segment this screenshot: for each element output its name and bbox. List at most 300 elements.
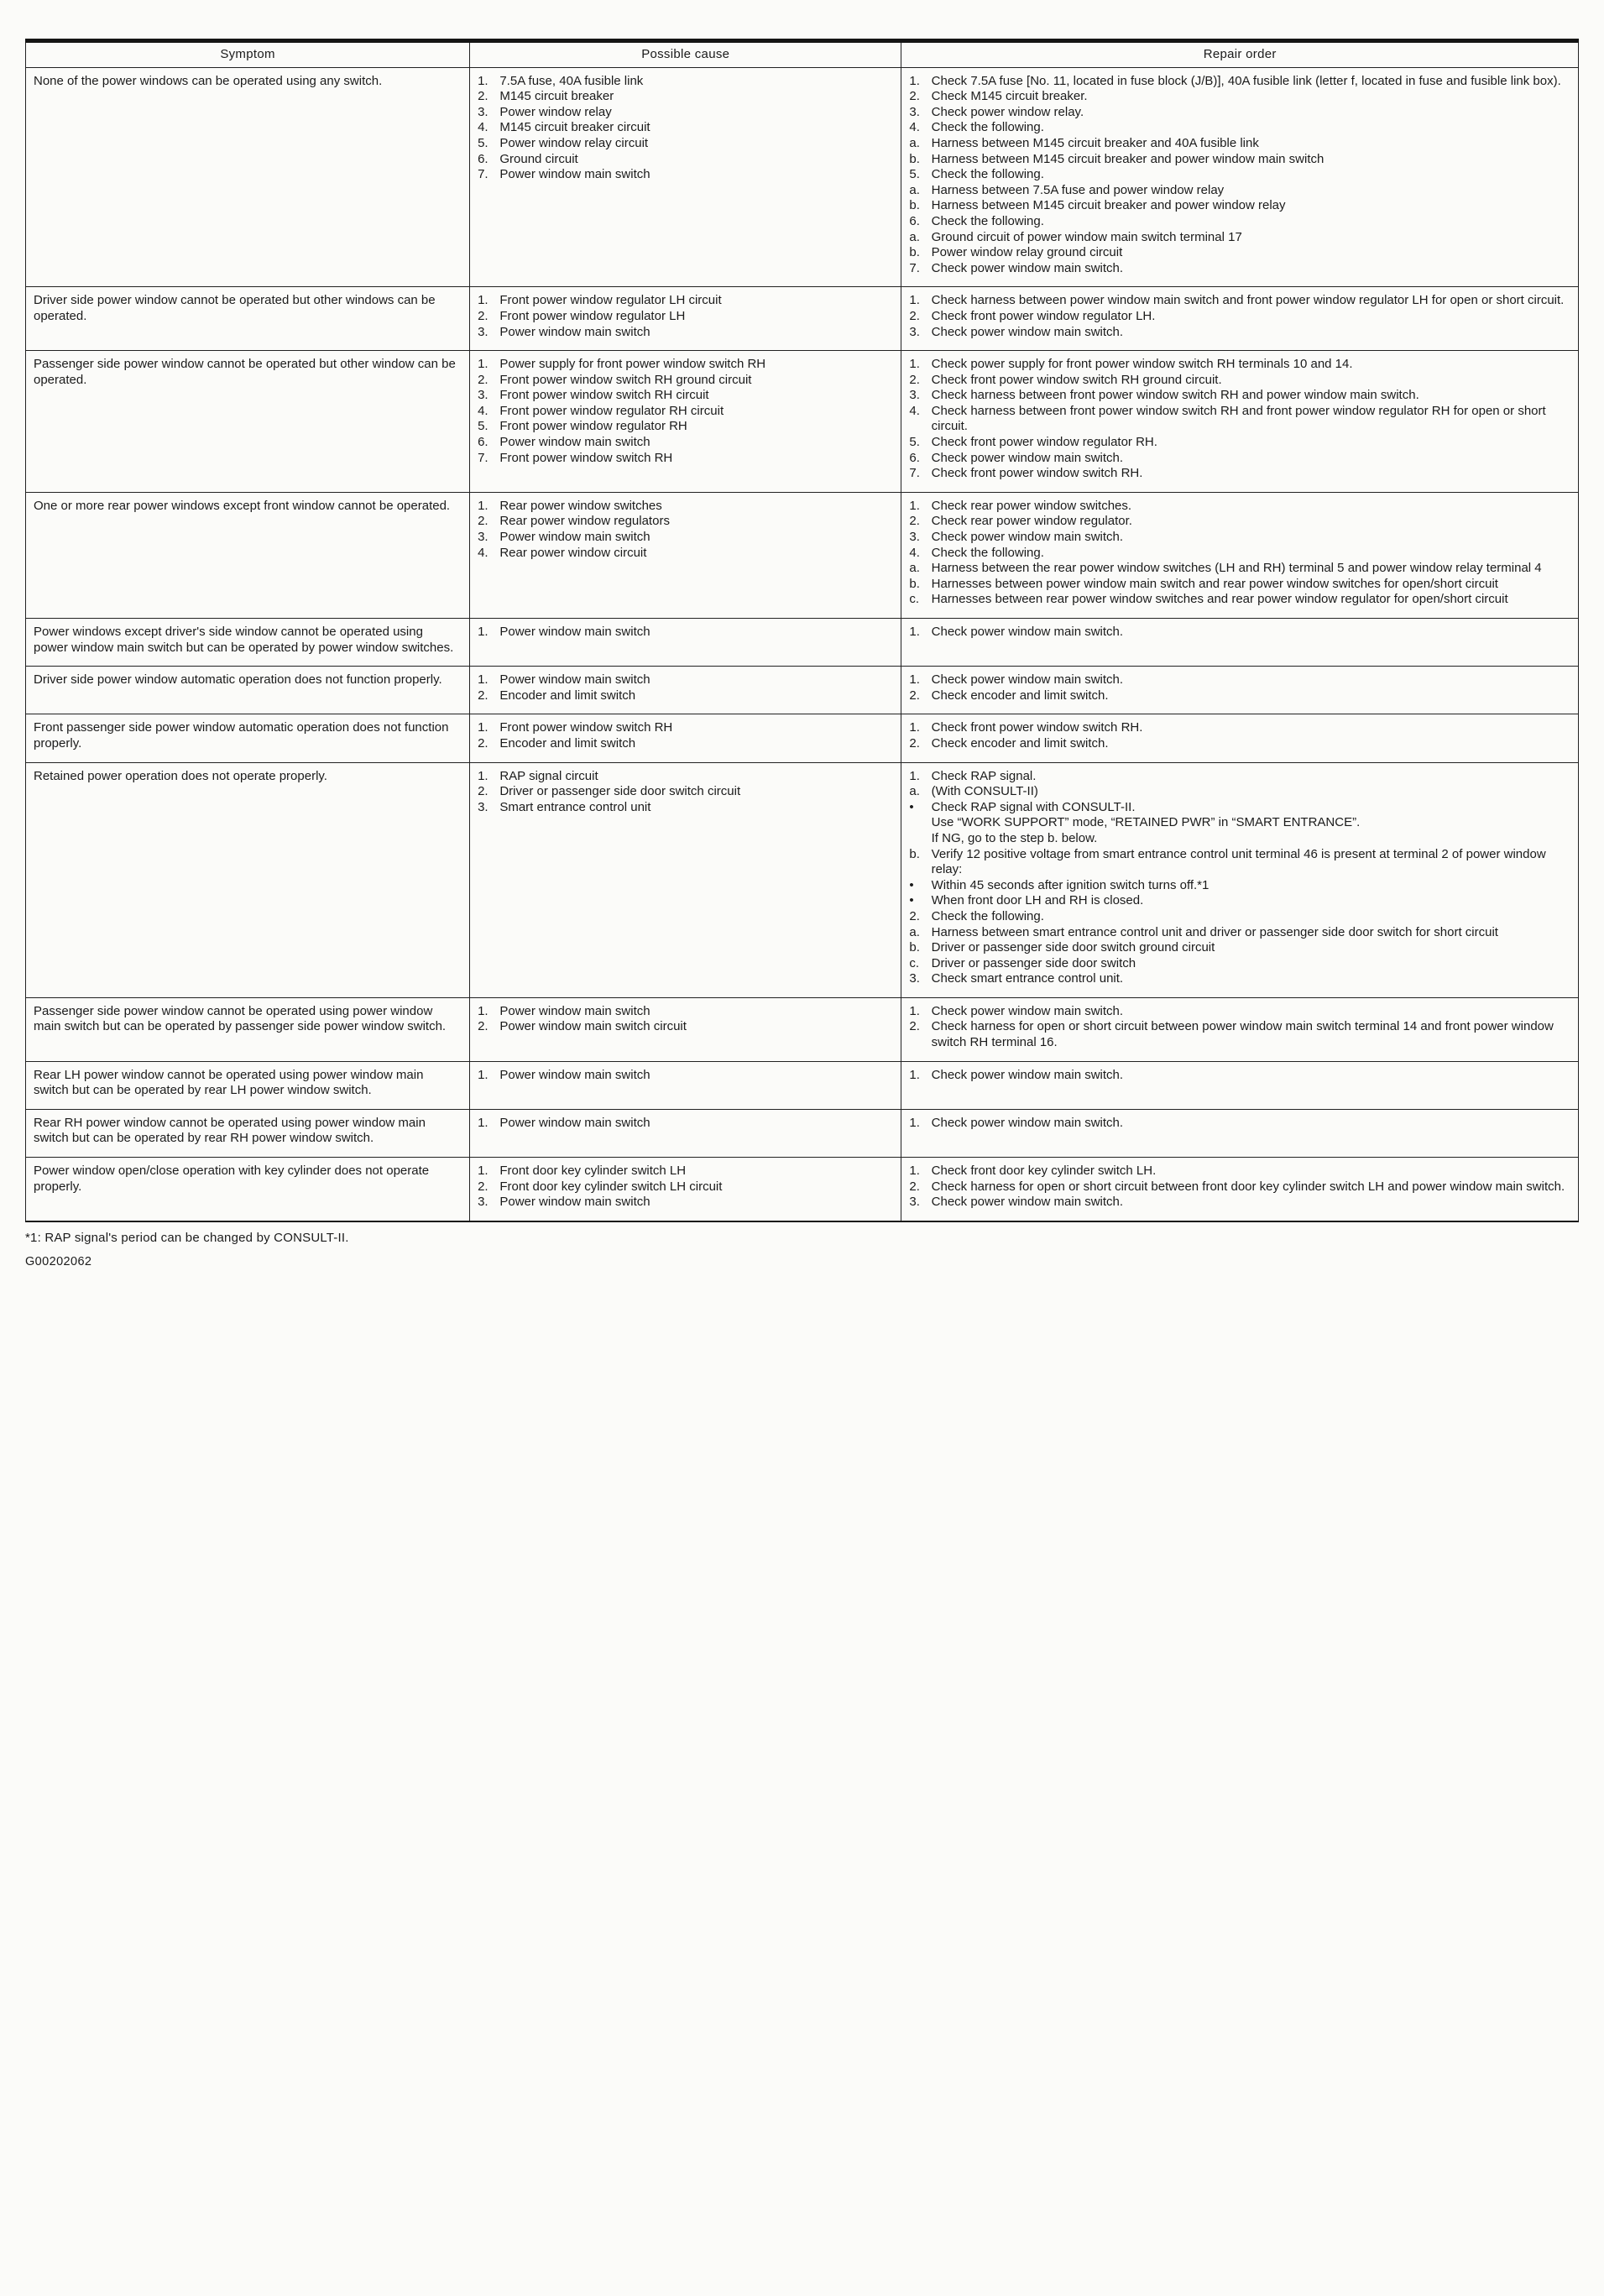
list-item bbox=[478, 89, 893, 105]
list-item bbox=[909, 435, 1570, 451]
item-text: Power window relay bbox=[499, 104, 612, 119]
possible-cause-cell bbox=[470, 351, 901, 493]
item-text: Check harness between front power window switch RH and front power window regulator RH for open or short circuit. bbox=[931, 403, 1546, 434]
item-text: Harness between M145 circuit breaker and 40A fusible link bbox=[931, 135, 1259, 150]
list-item bbox=[478, 672, 893, 688]
symptom-cell bbox=[26, 67, 470, 287]
symptom-cell bbox=[26, 492, 470, 618]
item-marker: 1. bbox=[478, 498, 489, 513]
item-text: Check the following. bbox=[931, 120, 1044, 135]
symptom-cell bbox=[26, 714, 470, 762]
item-text: Driver or passenger side door switch ground circuit bbox=[931, 940, 1215, 955]
item-marker: 2. bbox=[909, 1179, 920, 1194]
item-marker: a. bbox=[909, 182, 920, 197]
symptom-text: Driver side power window cannot be operated but other windows can be operated. bbox=[34, 293, 436, 323]
item-marker: 7. bbox=[909, 260, 920, 275]
list-item bbox=[909, 800, 1570, 816]
repair-order-cell bbox=[901, 287, 1579, 351]
item-marker: 3. bbox=[478, 1195, 489, 1210]
repair-order-cell bbox=[901, 667, 1579, 714]
item-text: Driver or passenger side door switch circuit bbox=[499, 784, 741, 799]
list-item bbox=[909, 245, 1570, 261]
header-possible-cause: Possible cause bbox=[470, 41, 901, 68]
symptom-text: One or more rear power windows except front window cannot be operated. bbox=[34, 498, 451, 513]
item-text: M145 circuit breaker bbox=[499, 89, 614, 104]
item-text: Check harness for open or short circuit between front door key cylinder switch LH and power window main switch. bbox=[931, 1179, 1565, 1194]
item-marker: 1. bbox=[478, 1003, 489, 1018]
item-text: Harness between M145 circuit breaker and power window relay bbox=[931, 198, 1286, 213]
item-marker: 4. bbox=[478, 403, 489, 418]
item-text: Check power window main switch. bbox=[931, 1115, 1124, 1130]
list-item bbox=[478, 357, 893, 373]
item-text: Front power window switch RH bbox=[499, 720, 673, 735]
item-marker: 3. bbox=[909, 971, 920, 986]
item-text: Check M145 circuit breaker. bbox=[931, 89, 1088, 104]
list-item bbox=[478, 152, 893, 168]
list-item bbox=[478, 404, 893, 420]
item-marker: 2. bbox=[478, 784, 489, 799]
repair-order-cell bbox=[901, 1061, 1579, 1109]
repair-order-cell bbox=[901, 997, 1579, 1061]
list-item bbox=[909, 720, 1570, 736]
item-text: Check power window main switch. bbox=[931, 625, 1124, 639]
item-text: Power window main switch bbox=[499, 1003, 650, 1018]
symptom-cell bbox=[26, 762, 470, 997]
item-text: Check rear power window switches. bbox=[931, 498, 1132, 513]
list-item bbox=[909, 1004, 1570, 1020]
possible-cause-cell bbox=[470, 67, 901, 287]
item-text: Check power window relay. bbox=[931, 104, 1084, 119]
item-text: Check front power window switch RH. bbox=[931, 466, 1143, 481]
item-text: Check power window main switch. bbox=[931, 672, 1124, 688]
item-marker: 1. bbox=[909, 1115, 920, 1130]
list-item bbox=[909, 561, 1570, 577]
item-text: Power supply for front power window switch RH bbox=[499, 357, 766, 372]
symptom-cell bbox=[26, 1158, 470, 1221]
item-text: Check harness between front power window switch RH and power window main switch. bbox=[931, 388, 1419, 403]
list-item bbox=[909, 546, 1570, 562]
list-item bbox=[909, 815, 1570, 831]
item-marker: 5. bbox=[909, 167, 920, 182]
item-marker: 1. bbox=[478, 672, 489, 688]
item-text: Check the following. bbox=[931, 213, 1044, 228]
symptom-cell bbox=[26, 997, 470, 1061]
item-marker: • bbox=[909, 893, 914, 908]
item-text: Check RAP signal with CONSULT-II. bbox=[931, 799, 1136, 814]
symptom-table-body bbox=[26, 67, 1579, 1221]
list-item bbox=[909, 404, 1570, 435]
list-item bbox=[909, 1116, 1570, 1132]
list-item bbox=[909, 925, 1570, 941]
list-item bbox=[478, 373, 893, 389]
symptom-troubleshooting-table bbox=[25, 39, 1579, 1222]
possible-cause-cell bbox=[470, 1158, 901, 1221]
item-marker: 4. bbox=[909, 403, 920, 418]
item-text: Rear power window circuit bbox=[499, 545, 647, 560]
list-item bbox=[909, 577, 1570, 593]
item-marker: 2. bbox=[478, 308, 489, 323]
item-text: Power window relay ground circuit bbox=[931, 245, 1123, 260]
list-item bbox=[909, 592, 1570, 608]
item-text: Use “WORK SUPPORT” mode, “RETAINED PWR” in “SMART ENTRANCE”. bbox=[931, 815, 1361, 830]
item-text: Check power window main switch. bbox=[931, 324, 1124, 339]
item-marker: a. bbox=[909, 924, 920, 939]
item-marker: 3. bbox=[909, 1195, 920, 1210]
item-marker: 2. bbox=[478, 1019, 489, 1034]
item-marker: a. bbox=[909, 784, 920, 799]
symptom-text: Passenger side power window cannot be operated using power window main switch but can be operated by passenger side power window switch. bbox=[34, 1003, 447, 1034]
item-marker: 1. bbox=[909, 720, 920, 735]
repair-order-cell bbox=[901, 762, 1579, 997]
symptom-text: None of the power windows can be operated using any switch. bbox=[34, 73, 383, 88]
possible-cause-cell bbox=[470, 619, 901, 667]
possible-cause-cell bbox=[470, 1109, 901, 1157]
list-item bbox=[909, 451, 1570, 467]
symptom-cell bbox=[26, 1061, 470, 1109]
item-text: Check RAP signal. bbox=[931, 768, 1037, 783]
item-marker: 1. bbox=[478, 73, 489, 88]
header-repair-order: Repair order bbox=[901, 41, 1579, 68]
list-item bbox=[909, 736, 1570, 752]
item-text: Front door key cylinder switch LH circuit bbox=[499, 1179, 723, 1194]
list-item bbox=[909, 956, 1570, 972]
item-marker: 1. bbox=[478, 1115, 489, 1130]
item-text: Power window main switch bbox=[499, 1067, 650, 1082]
symptom-cell bbox=[26, 287, 470, 351]
item-marker: 6. bbox=[478, 151, 489, 166]
item-marker: 1. bbox=[478, 768, 489, 783]
list-item bbox=[909, 893, 1570, 909]
item-text: Check harness between power window main switch and front power window regulator LH for open or short circuit. bbox=[931, 293, 1565, 308]
item-marker: • bbox=[909, 799, 914, 814]
list-item bbox=[478, 546, 893, 562]
item-text: Front power window regulator RH circuit bbox=[499, 403, 724, 418]
item-marker: 1. bbox=[909, 293, 920, 308]
item-text: Check the following. bbox=[931, 167, 1044, 182]
item-text: Check the following. bbox=[931, 908, 1044, 923]
repair-order-cell bbox=[901, 1109, 1579, 1157]
item-marker: c. bbox=[909, 592, 920, 607]
item-text: Harness between smart entrance control unit and driver or passenger side door switch for short circuit bbox=[931, 924, 1498, 939]
list-item bbox=[478, 325, 893, 341]
item-marker: 2. bbox=[909, 372, 920, 387]
item-marker: 1. bbox=[478, 293, 489, 308]
list-item bbox=[909, 198, 1570, 214]
item-marker: 1. bbox=[478, 1067, 489, 1082]
list-item bbox=[478, 1179, 893, 1195]
item-text: Front power window regulator LH bbox=[499, 308, 686, 323]
item-marker: c. bbox=[909, 955, 920, 970]
table-row bbox=[26, 287, 1579, 351]
item-text: Harness between the rear power window switches (LH and RH) terminal 5 and power window relay terminal 4 bbox=[931, 561, 1542, 576]
item-marker: 1. bbox=[909, 1164, 920, 1179]
list-item bbox=[478, 1164, 893, 1179]
item-text: (With CONSULT-II) bbox=[931, 784, 1038, 799]
item-text: Encoder and limit switch bbox=[499, 688, 636, 703]
list-item bbox=[478, 720, 893, 736]
item-marker: a. bbox=[909, 135, 920, 150]
item-marker: 1. bbox=[478, 1164, 489, 1179]
list-item bbox=[478, 388, 893, 404]
item-marker: 7. bbox=[478, 167, 489, 182]
table-row bbox=[26, 997, 1579, 1061]
item-marker: 2. bbox=[478, 735, 489, 751]
list-item bbox=[909, 784, 1570, 800]
item-text: Check front power window regulator RH. bbox=[931, 435, 1157, 450]
item-marker: 2. bbox=[909, 89, 920, 104]
list-item bbox=[909, 847, 1570, 878]
table-row bbox=[26, 351, 1579, 493]
item-marker: 1. bbox=[909, 1067, 920, 1082]
item-text: Power window main switch circuit bbox=[499, 1019, 687, 1034]
item-text: Check encoder and limit switch. bbox=[931, 688, 1109, 703]
item-text: Front power window switch RH ground circuit bbox=[499, 372, 752, 387]
item-marker: 4. bbox=[909, 545, 920, 560]
item-text: Front power window regulator LH circuit bbox=[499, 293, 722, 308]
list-item bbox=[909, 214, 1570, 230]
item-text: Ground circuit bbox=[499, 151, 578, 166]
item-text: Check power window main switch. bbox=[931, 1003, 1124, 1018]
item-marker: 2. bbox=[909, 1019, 920, 1034]
item-marker: 4. bbox=[478, 545, 489, 560]
table-row bbox=[26, 619, 1579, 667]
item-text: Front power window regulator RH bbox=[499, 419, 687, 434]
item-text: Harness between 7.5A fuse and power window relay bbox=[931, 182, 1225, 197]
list-item bbox=[909, 1019, 1570, 1050]
list-item bbox=[909, 261, 1570, 277]
item-text: Rear power window regulators bbox=[499, 514, 670, 529]
header-symptom: Symptom bbox=[26, 41, 470, 68]
list-item bbox=[909, 167, 1570, 183]
list-item bbox=[909, 325, 1570, 341]
list-item bbox=[478, 1116, 893, 1132]
item-text: Verify 12 positive voltage from smart entrance control unit terminal 46 is present at terminal 2 of power window relay: bbox=[931, 846, 1546, 877]
list-item bbox=[909, 1068, 1570, 1084]
item-text: Encoder and limit switch bbox=[499, 735, 636, 751]
list-item bbox=[909, 373, 1570, 389]
table-row bbox=[26, 714, 1579, 762]
item-text: Check power window main switch. bbox=[931, 450, 1124, 465]
list-item bbox=[478, 1195, 893, 1211]
item-marker: 7. bbox=[909, 466, 920, 481]
possible-cause-cell bbox=[470, 997, 901, 1061]
symptom-cell bbox=[26, 619, 470, 667]
item-text: Front door key cylinder switch LH bbox=[499, 1164, 687, 1179]
list-item bbox=[478, 530, 893, 546]
repair-order-cell bbox=[901, 1158, 1579, 1221]
item-text: Harness between M145 circuit breaker and power window main switch bbox=[931, 151, 1324, 166]
symptom-text: Driver side power window automatic operation does not function properly. bbox=[34, 672, 442, 688]
item-marker: a. bbox=[909, 561, 920, 576]
item-marker: 2. bbox=[909, 908, 920, 923]
item-marker: 2. bbox=[478, 514, 489, 529]
item-text: Check rear power window regulator. bbox=[931, 514, 1132, 529]
item-marker: 3. bbox=[909, 530, 920, 545]
item-text: Within 45 seconds after ignition switch turns off.*1 bbox=[931, 877, 1210, 892]
item-marker: 3. bbox=[909, 388, 920, 403]
item-text: Check power window main switch. bbox=[931, 1195, 1124, 1210]
list-item bbox=[478, 1019, 893, 1035]
list-item bbox=[478, 736, 893, 752]
item-marker: 4. bbox=[909, 120, 920, 135]
item-marker: a. bbox=[909, 229, 920, 244]
item-text: Check smart entrance control unit. bbox=[931, 971, 1124, 986]
list-item bbox=[909, 625, 1570, 641]
item-marker: 1. bbox=[909, 768, 920, 783]
item-marker: 5. bbox=[478, 135, 489, 150]
symptom-cell bbox=[26, 1109, 470, 1157]
repair-order-cell bbox=[901, 714, 1579, 762]
item-marker: 6. bbox=[909, 213, 920, 228]
item-text: Check power window main switch. bbox=[931, 1067, 1124, 1082]
list-item bbox=[478, 769, 893, 785]
list-item bbox=[909, 831, 1570, 847]
item-text: Driver or passenger side door switch bbox=[931, 955, 1136, 970]
item-marker: 2. bbox=[909, 308, 920, 323]
item-marker: b. bbox=[909, 576, 920, 591]
item-text: Ground circuit of power window main switch terminal 17 bbox=[931, 229, 1242, 244]
item-marker: b. bbox=[909, 245, 920, 260]
item-marker: 1. bbox=[478, 720, 489, 735]
item-marker: 1. bbox=[909, 357, 920, 372]
list-item bbox=[478, 499, 893, 515]
list-item bbox=[909, 74, 1570, 90]
item-marker: 3. bbox=[478, 799, 489, 814]
list-item bbox=[909, 1195, 1570, 1211]
item-marker: 2. bbox=[478, 89, 489, 104]
list-item bbox=[909, 230, 1570, 246]
table-row bbox=[26, 667, 1579, 714]
list-item bbox=[478, 167, 893, 183]
list-item bbox=[909, 183, 1570, 199]
item-marker: 5. bbox=[909, 435, 920, 450]
repair-order-cell bbox=[901, 619, 1579, 667]
list-item bbox=[909, 971, 1570, 987]
item-text: If NG, go to the step b. below. bbox=[931, 830, 1098, 845]
list-item bbox=[909, 105, 1570, 121]
symptom-text: Retained power operation does not operate properly. bbox=[34, 768, 327, 783]
item-marker: • bbox=[909, 877, 914, 892]
table-header-row bbox=[26, 41, 1579, 68]
list-item bbox=[478, 136, 893, 152]
list-item bbox=[478, 514, 893, 530]
item-text: Power window main switch bbox=[499, 435, 650, 450]
item-marker: 3. bbox=[478, 530, 489, 545]
list-item bbox=[909, 769, 1570, 785]
item-text: Check front door key cylinder switch LH. bbox=[931, 1164, 1157, 1179]
item-marker: 1. bbox=[909, 498, 920, 513]
item-marker: 1. bbox=[909, 672, 920, 688]
item-text: RAP signal circuit bbox=[499, 768, 598, 783]
item-text: Harnesses between power window main switch and rear power window switches for open/short circuit bbox=[931, 576, 1498, 591]
item-text: Check front power window switch RH ground circuit. bbox=[931, 372, 1222, 387]
list-item bbox=[478, 451, 893, 467]
list-item bbox=[478, 625, 893, 641]
list-item bbox=[909, 530, 1570, 546]
possible-cause-cell bbox=[470, 714, 901, 762]
item-marker: 2. bbox=[478, 1179, 489, 1194]
item-marker: 1. bbox=[478, 357, 489, 372]
list-item bbox=[478, 435, 893, 451]
item-marker: 5. bbox=[478, 419, 489, 434]
item-marker: 3. bbox=[478, 104, 489, 119]
item-text: Check front power window switch RH. bbox=[931, 720, 1143, 735]
item-marker: 2. bbox=[909, 688, 920, 703]
list-item bbox=[478, 309, 893, 325]
symptom-text: Power windows except driver's side window cannot be operated using power window main switch but can be operated by power window switches. bbox=[34, 625, 454, 655]
item-marker: 2. bbox=[909, 735, 920, 751]
item-marker: b. bbox=[909, 198, 920, 213]
item-marker: 3. bbox=[909, 104, 920, 119]
item-text: Power window main switch bbox=[499, 324, 650, 339]
item-marker: 2. bbox=[478, 372, 489, 387]
item-marker: b. bbox=[909, 846, 920, 861]
list-item bbox=[909, 152, 1570, 168]
item-text: Power window main switch bbox=[499, 1195, 650, 1210]
list-item bbox=[909, 1164, 1570, 1179]
item-marker: 1. bbox=[478, 625, 489, 639]
list-item bbox=[909, 466, 1570, 482]
list-item bbox=[909, 136, 1570, 152]
repair-order-cell bbox=[901, 492, 1579, 618]
item-marker: 2. bbox=[909, 514, 920, 529]
item-text: Check the following. bbox=[931, 545, 1044, 560]
item-text: Harnesses between rear power window switches and rear power window regulator for open/short circuit bbox=[931, 592, 1508, 607]
list-item bbox=[909, 878, 1570, 894]
table-row bbox=[26, 492, 1579, 618]
list-item bbox=[478, 419, 893, 435]
item-text: M145 circuit breaker circuit bbox=[499, 120, 650, 135]
symptom-text: Front passenger side power window automatic operation does not function properly. bbox=[34, 720, 449, 751]
list-item bbox=[478, 784, 893, 800]
item-text: Check power window main switch. bbox=[931, 530, 1124, 545]
list-item bbox=[909, 120, 1570, 136]
table-row bbox=[26, 1158, 1579, 1221]
symptom-cell bbox=[26, 351, 470, 493]
list-item bbox=[909, 909, 1570, 925]
item-marker: 4. bbox=[478, 120, 489, 135]
symptom-text: Rear RH power window cannot be operated using power window main switch but can be operated by rear RH power window switch. bbox=[34, 1115, 426, 1146]
item-marker: 3. bbox=[478, 324, 489, 339]
symptom-text: Power window open/close operation with key cylinder does not operate properly. bbox=[34, 1164, 430, 1194]
item-marker: 3. bbox=[909, 324, 920, 339]
possible-cause-cell bbox=[470, 1061, 901, 1109]
item-text: Check front power window regulator LH. bbox=[931, 308, 1156, 323]
list-item bbox=[909, 1179, 1570, 1195]
item-text: Check power supply for front power window switch RH terminals 10 and 14. bbox=[931, 357, 1353, 372]
item-text: Check harness for open or short circuit between power window main switch terminal 14 and front power window switch RH terminal 16. bbox=[931, 1019, 1554, 1050]
item-text: Check 7.5A fuse [No. 11, located in fuse block (J/B)], 40A fusible link (letter f, located in fuse and fusible link box). bbox=[931, 73, 1561, 88]
item-text: Power window main switch bbox=[499, 167, 650, 182]
list-item bbox=[909, 499, 1570, 515]
item-marker: 1. bbox=[909, 1003, 920, 1018]
item-text: Front power window switch RH bbox=[499, 450, 673, 465]
item-text: Power window main switch bbox=[499, 1115, 650, 1130]
item-text: 7.5A fuse, 40A fusible link bbox=[499, 73, 644, 88]
list-item bbox=[478, 800, 893, 816]
item-text: Power window main switch bbox=[499, 625, 650, 639]
list-item bbox=[478, 1004, 893, 1020]
footnote: *1: RAP signal's period can be changed by CONSULT-II. bbox=[25, 1230, 349, 1245]
item-text: Smart entrance control unit bbox=[499, 799, 651, 814]
list-item bbox=[909, 940, 1570, 956]
list-item bbox=[909, 514, 1570, 530]
item-text: When front door LH and RH is closed. bbox=[931, 893, 1144, 908]
list-item bbox=[909, 388, 1570, 404]
list-item bbox=[909, 89, 1570, 105]
item-marker: 3. bbox=[478, 388, 489, 403]
item-marker: b. bbox=[909, 940, 920, 955]
